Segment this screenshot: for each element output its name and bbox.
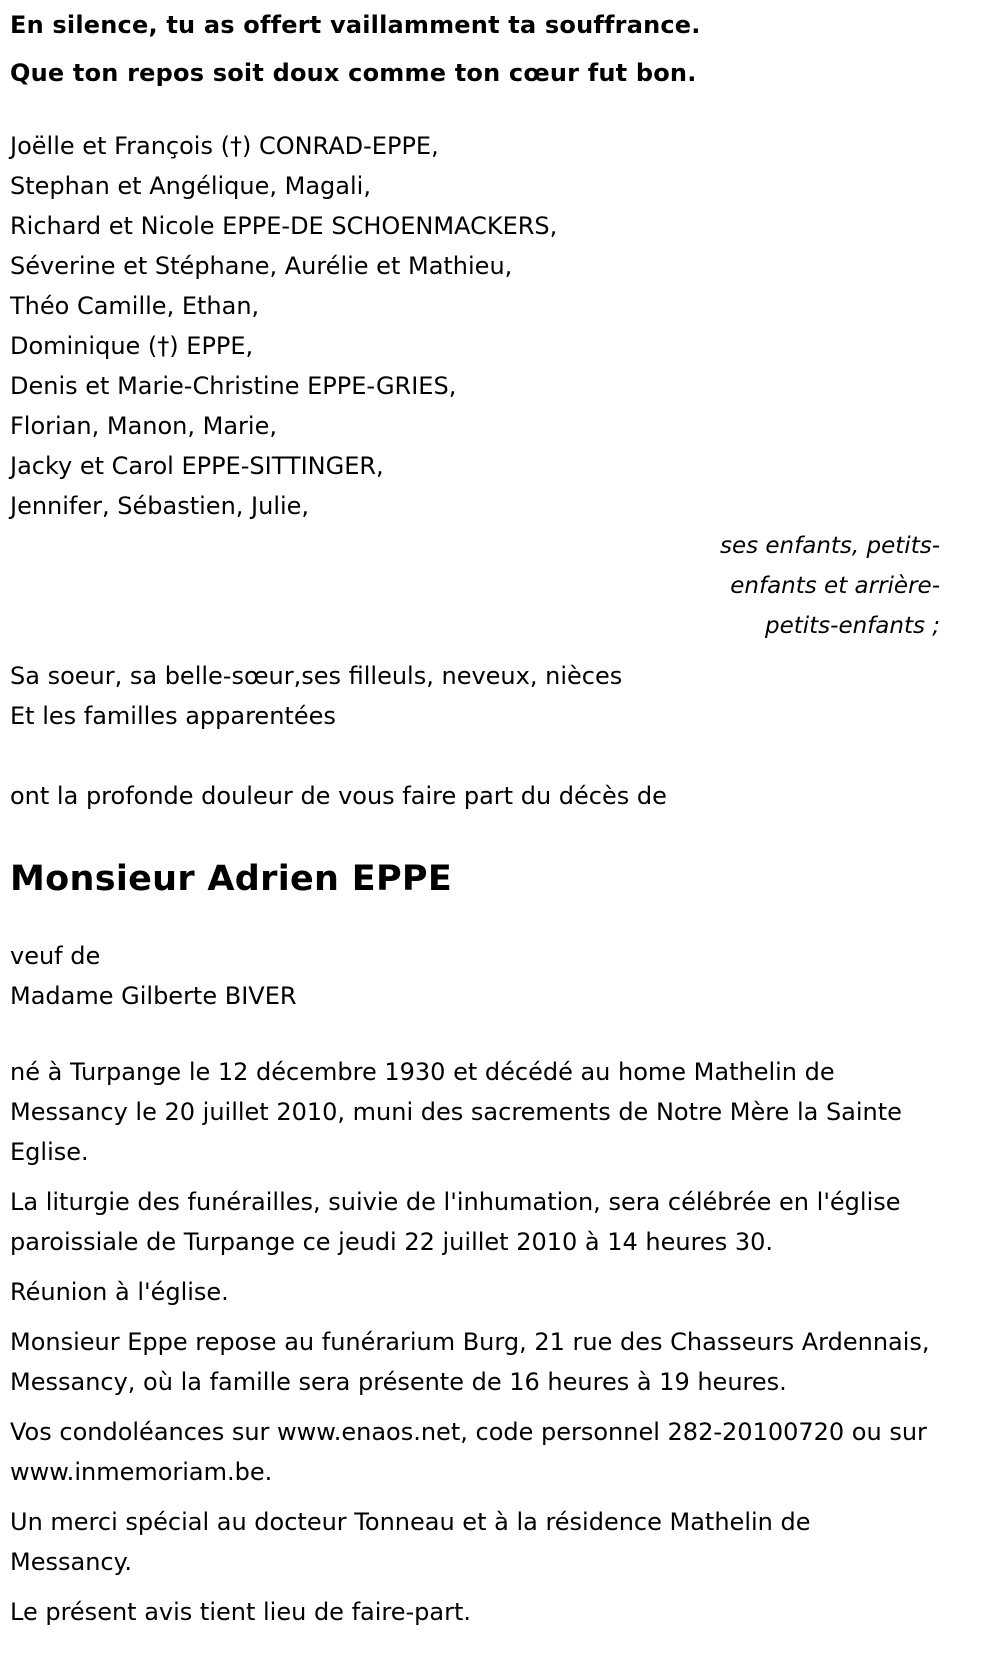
announcement-text: ont la profonde douleur de vous faire part du décès de [10,782,667,810]
widow-block [10,936,930,1016]
family-name-line: Florian, Manon, Marie, [10,412,277,440]
family-name-line: Dominique (†) EPPE, [10,332,254,360]
meeting-paragraph: Réunion à l'église. [10,1278,229,1306]
relation-line-1: ses enfants, petits- [719,533,940,559]
epitaph-line-2: Que ton repos soit doux comme ton cœur fut bon. [10,59,697,87]
condolences-paragraph: Vos condoléances sur www.enaos.net, code personnel 282-20100720 ou sur www.inmemoriam.be. [10,1418,927,1486]
family-name-line: Jennifer, Sébastien, Julie, [10,492,310,520]
epitaph-line-1: En silence, tu as offert vaillamment ta souffrance. [10,11,701,39]
deceased-name: Monsieur Adrien EPPE [10,859,453,899]
relation-line-2: enfants et arrière- [730,573,940,599]
family-name-line: Séverine et Stéphane, Aurélie et Mathieu, [10,252,513,280]
widow-line-2: Madame Gilberte BIVER [10,982,297,1010]
notice-paragraph: Le présent avis tient lieu de faire-part. [10,1598,472,1626]
family-names-list [10,126,930,526]
relation-line-3: petits-enfants ; [764,613,940,639]
relatives-block [10,656,930,736]
relatives-line-1: Sa soeur, sa belle-sœur,ses filleuls, neveux, nièces [10,662,623,690]
family-name-line: Richard et Nicole EPPE-DE SCHOENMACKERS, [10,212,558,240]
relatives-line-2: Et les familles apparentées [10,702,336,730]
widow-line-1: veuf de [10,942,101,970]
funerarium-paragraph: Monsieur Eppe repose au funérarium Burg, 21 rue des Chasseurs Ardennais, Messancy, où la famille sera présente de 16 heures à 19 heures. [10,1328,930,1396]
family-name-line: Denis et Marie-Christine EPPE-GRIES, [10,372,457,400]
relation-caption [700,526,940,646]
family-name-line: Théo Camille, Ethan, [10,292,260,320]
liturgy-paragraph: La liturgie des funérailles, suivie de l'inhumation, sera célébrée en l'église paroissiale de Turpange ce jeudi 22 juillet 2010 à 14 heures 30. [10,1188,901,1256]
birth-death-paragraph: né à Turpange le 12 décembre 1930 et décédé au home Mathelin de Messancy le 20 juillet 2010, muni des sacrements de Notre Mère la Sainte Eglise. [10,1058,902,1166]
obituary-notice [10,8,940,1642]
family-name-line: Stephan et Angélique, Magali, [10,172,371,200]
thanks-paragraph: Un merci spécial au docteur Tonneau et à la résidence Mathelin de Messancy. [10,1508,811,1576]
family-name-line: Joëlle et François (†) CONRAD-EPPE, [10,132,439,160]
family-name-line: Jacky et Carol EPPE-SITTINGER, [10,452,384,480]
